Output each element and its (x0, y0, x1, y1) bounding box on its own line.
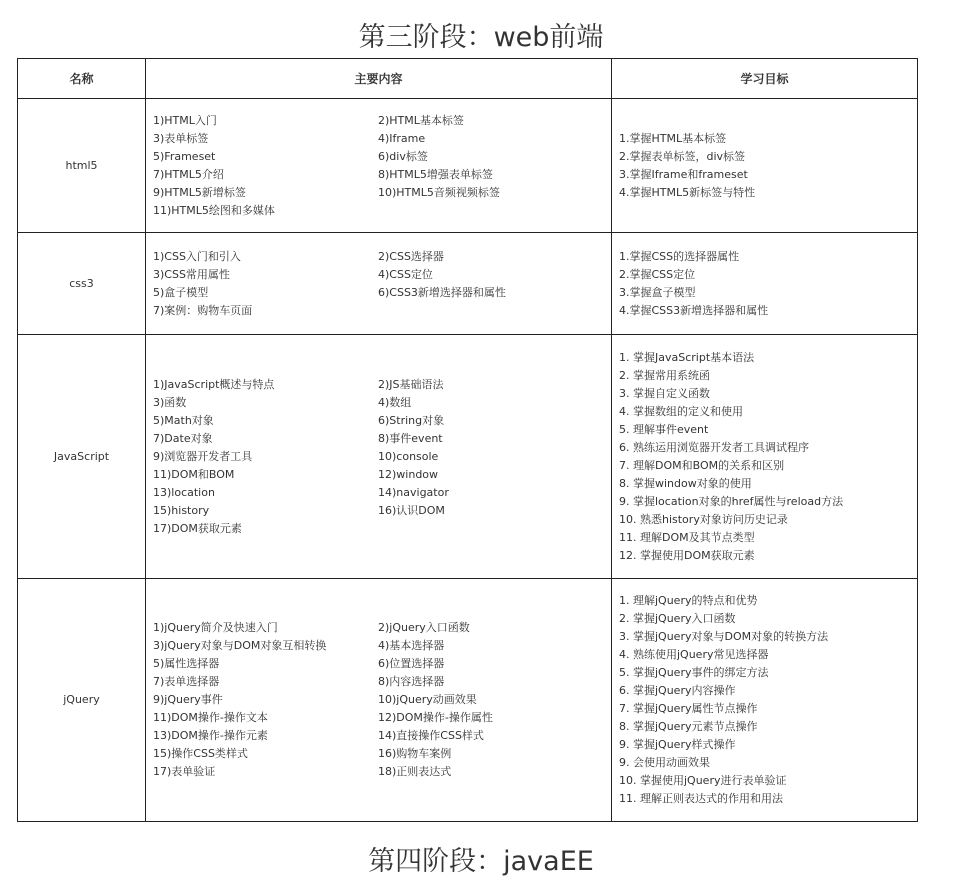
goal-item: 2. 掌握常用系统函 (619, 368, 710, 382)
content-item: 2)JS基础语法 (378, 377, 444, 391)
content-item: 17)表单验证 (153, 765, 216, 778)
content-item: 1)CSS入门和引入 (153, 249, 241, 263)
content-item: 5)Frameset (153, 149, 216, 163)
goal-item: 5. 理解事件event (619, 422, 709, 436)
content-item: 4)Iframe (378, 131, 426, 145)
content-item: 12)window (378, 467, 439, 481)
goal-item: 1.掌握CSS的选择器属性 (619, 249, 740, 263)
goal-item: 9. 掌握jQuery样式操作 (619, 738, 736, 751)
content-item: 16)认识DOM (378, 503, 445, 517)
goal-item: 1. 掌握JavaScript基本语法 (619, 350, 755, 364)
module-content (146, 233, 612, 335)
content-item: 2)jQuery入口函数 (378, 621, 470, 634)
content-item: 18)正则表达式 (378, 765, 452, 778)
content-item: 7)HTML5介绍 (153, 167, 224, 181)
content-item: 6)String对象 (378, 413, 445, 427)
table-header-row (18, 59, 918, 99)
module-goals (612, 579, 918, 822)
header-content: 主要内容 (146, 59, 612, 99)
module-name: jQuery (18, 579, 146, 822)
goal-item: 12. 掌握使用DOM获取元素 (619, 548, 755, 562)
module-content (146, 335, 612, 579)
content-item: 3)表单标签 (153, 131, 209, 145)
table-row (18, 579, 918, 822)
content-item: 15)history (153, 503, 210, 517)
goal-item: 2.掌握表单标签，div标签 (619, 149, 746, 163)
content-item: 13)location (153, 485, 215, 499)
content-item: 14)直接操作CSS样式 (378, 729, 484, 742)
next-stage-title: 第四阶段：javaEE (368, 846, 594, 878)
goal-item: 1. 理解jQuery的特点和优势 (619, 594, 758, 607)
content-item: 16)购物车案例 (378, 747, 452, 760)
goal-item: 7. 掌握jQuery属性节点操作 (619, 702, 758, 715)
content-item: 6)div标签 (378, 149, 428, 163)
goal-item: 2. 掌握jQuery入口函数 (619, 612, 736, 625)
curriculum-table (17, 58, 918, 822)
content-item: 3)jQuery对象与DOM对象互相转换 (153, 639, 327, 652)
goal-item: 3.掌握Iframe和frameset (619, 167, 748, 181)
content-item: 4)CSS定位 (378, 267, 433, 281)
goal-item: 11. 理解正则表达式的作用和用法 (619, 792, 783, 805)
goal-item: 10. 掌握使用jQuery进行表单验证 (619, 774, 787, 787)
goal-item: 6. 熟练运用浏览器开发者工具调试程序 (619, 440, 809, 454)
goal-item: 1.掌握HTML基本标签 (619, 131, 727, 145)
content-item: 2)HTML基本标签 (378, 113, 464, 127)
goal-item: 8. 掌握window对象的使用 (619, 476, 752, 490)
content-item: 8)内容选择器 (378, 675, 445, 688)
module-content (146, 99, 612, 233)
content-item: 9)HTML5新增标签 (153, 185, 246, 199)
content-item: 6)位置选择器 (378, 657, 445, 670)
goal-item: 7. 理解DOM和BOM的关系和区别 (619, 458, 785, 472)
content-item: 1)HTML入门 (153, 113, 217, 127)
content-item: 13)DOM操作-操作元素 (153, 729, 268, 742)
module-name: css3 (18, 233, 146, 335)
content-item: 10)jQuery动画效果 (378, 693, 477, 706)
table-row (18, 335, 918, 579)
content-item: 4)数组 (378, 395, 412, 409)
content-item: 5)Math对象 (153, 413, 214, 427)
stage-title: 第三阶段：web前端 (358, 22, 604, 54)
content-item: 5)属性选择器 (153, 657, 220, 670)
module-goals (612, 233, 918, 335)
module-content (146, 579, 612, 822)
goal-item: 8. 掌握jQuery元素节点操作 (619, 720, 758, 733)
goal-item: 4. 熟练使用jQuery常见选择器 (619, 648, 769, 661)
content-item: 10)console (378, 449, 439, 463)
goal-item: 3.掌握盒子模型 (619, 285, 696, 299)
goal-item: 3. 掌握自定义函数 (619, 386, 710, 400)
content-item: 2)CSS选择器 (378, 249, 444, 263)
goal-item: 9. 会使用动画效果 (619, 756, 710, 769)
content-item: 7)案例：购物车页面 (153, 303, 253, 317)
module-goals (612, 99, 918, 233)
content-item: 8)事件event (378, 431, 443, 445)
content-item: 3)CSS常用属性 (153, 267, 230, 281)
content-item: 7)表单选择器 (153, 675, 220, 688)
content-item: 12)DOM操作-操作属性 (378, 711, 493, 724)
table-row (18, 233, 918, 335)
content-item: 9)jQuery事件 (153, 693, 223, 706)
module-name: JavaScript (18, 335, 146, 579)
goal-item: 4. 掌握数组的定义和使用 (619, 404, 743, 418)
goal-item: 5. 掌握jQuery事件的绑定方法 (619, 666, 769, 679)
goal-item: 3. 掌握jQuery对象与DOM对象的转换方法 (619, 630, 829, 643)
content-item: 10)HTML5音频视频标签 (378, 185, 500, 199)
goal-item: 10. 熟悉history对象访问历史记录 (619, 512, 788, 526)
content-item: 5)盒子模型 (153, 285, 209, 299)
header-goals: 学习目标 (612, 59, 918, 99)
content-item: 1)jQuery简介及快速入门 (153, 621, 278, 634)
content-item: 4)基本选择器 (378, 639, 445, 652)
goal-item: 11. 理解DOM及其节点类型 (619, 530, 755, 544)
content-item: 11)DOM操作-操作文本 (153, 711, 268, 724)
goal-item: 6. 掌握jQuery内容操作 (619, 684, 736, 697)
goal-item: 2.掌握CSS定位 (619, 267, 696, 281)
content-item: 14)navigator (378, 485, 449, 499)
header-name: 名称 (18, 59, 146, 99)
content-item: 1)JavaScript概述与特点 (153, 377, 275, 391)
content-item: 15)操作CSS类样式 (153, 747, 248, 760)
content-item: 17)DOM获取元素 (153, 521, 242, 535)
content-item: 3)函数 (153, 395, 187, 409)
goal-item: 9. 掌握location对象的href属性与reload方法 (619, 494, 844, 508)
module-name: html5 (18, 99, 146, 233)
content-item: 11)DOM和BOM (153, 467, 235, 481)
module-goals (612, 335, 918, 579)
goal-item: 4.掌握HTML5新标签与特性 (619, 185, 756, 199)
content-item: 6)CSS3新增选择器和属性 (378, 285, 506, 299)
content-item: 9)浏览器开发者工具 (153, 449, 253, 463)
table-row (18, 99, 918, 233)
content-item: 7)Date对象 (153, 431, 213, 445)
goal-item: 4.掌握CSS3新增选择器和属性 (619, 303, 769, 317)
content-item: 8)HTML5增强表单标签 (378, 167, 493, 181)
content-item: 11)HTML5绘图和多媒体 (153, 203, 275, 217)
